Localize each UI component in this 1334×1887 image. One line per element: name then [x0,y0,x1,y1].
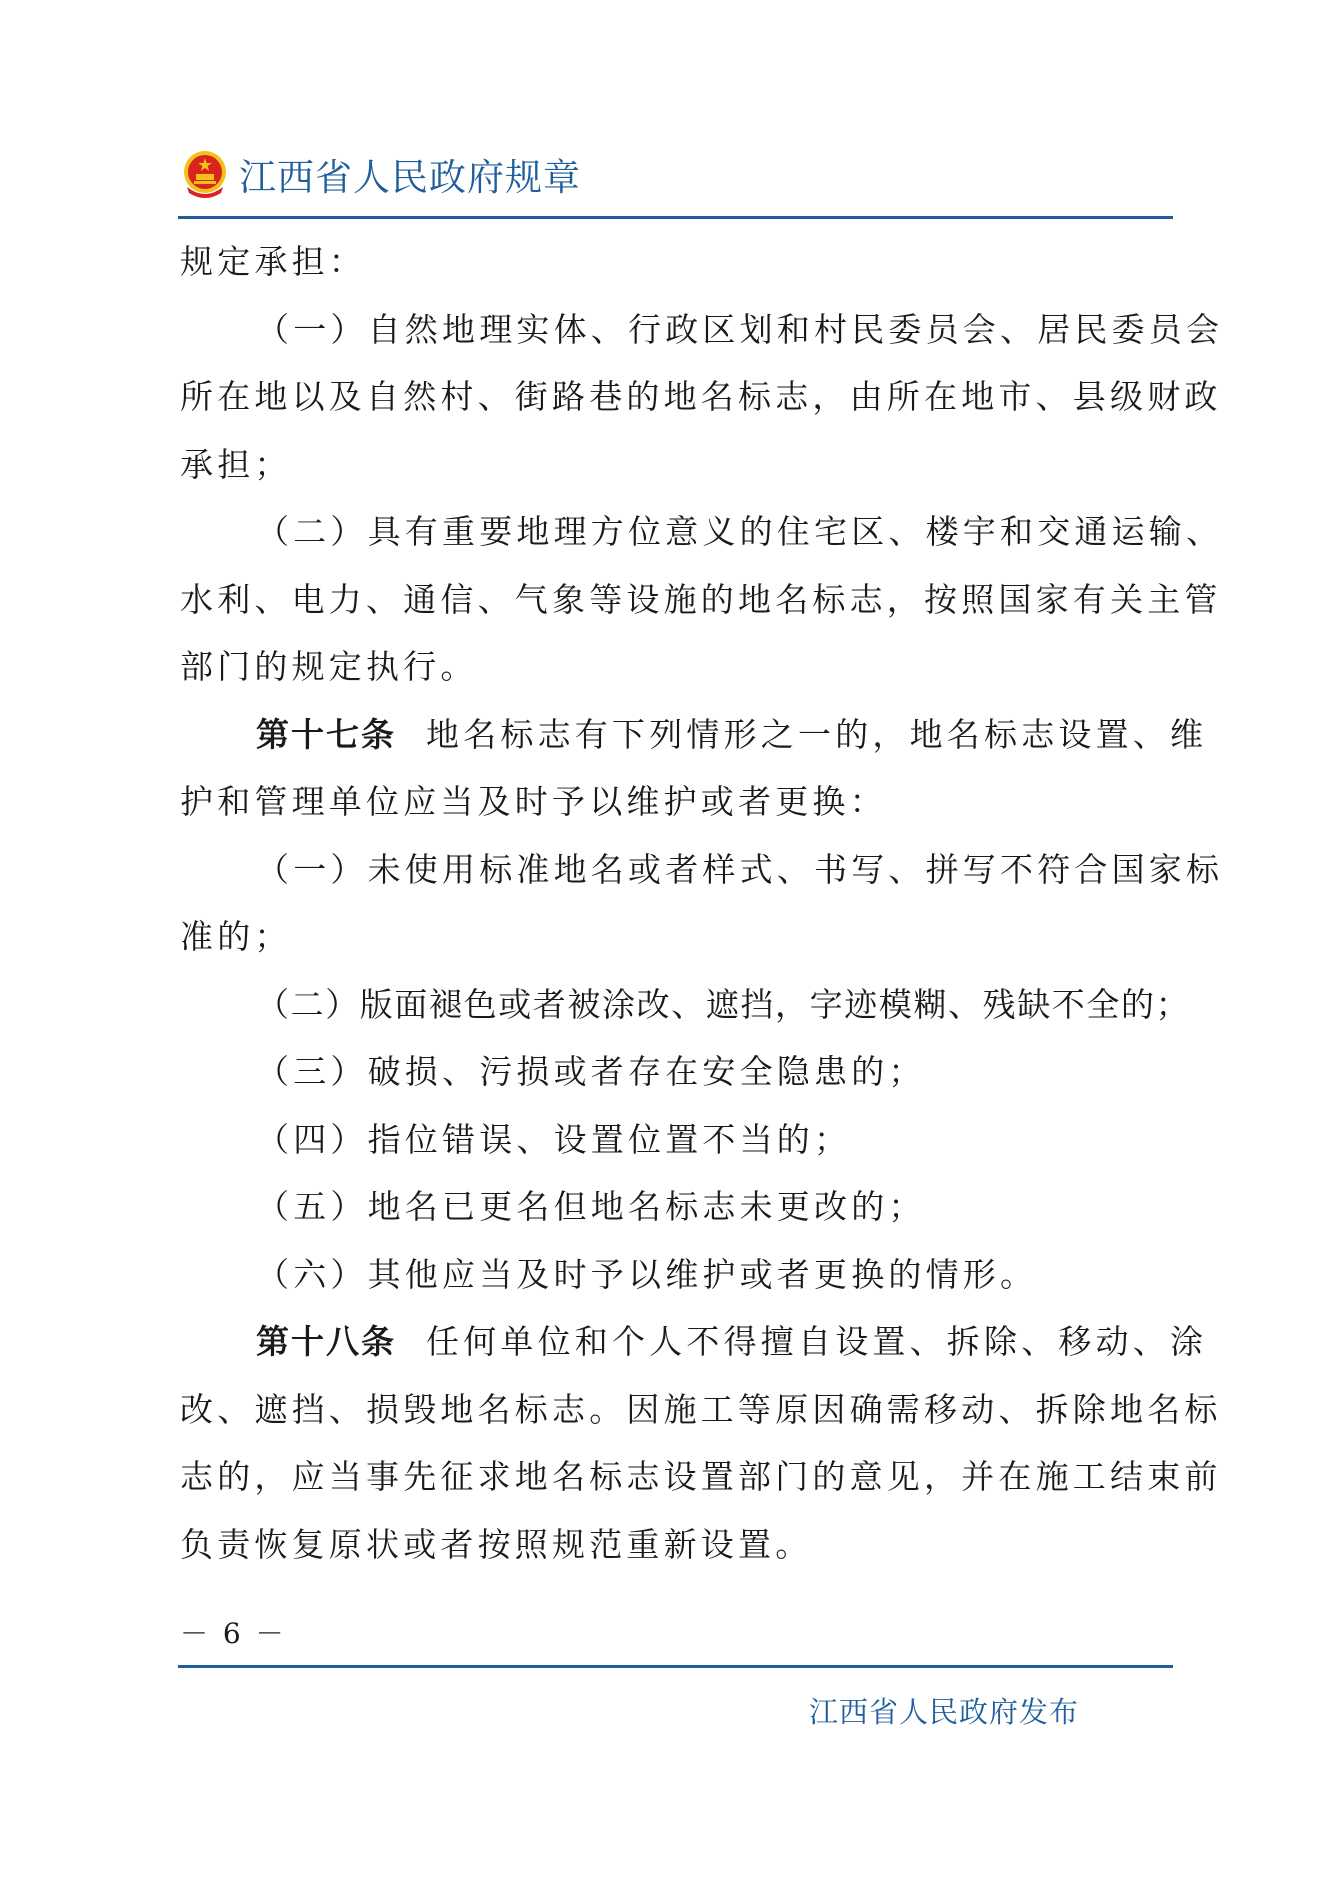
header-divider [178,216,1173,219]
text-line: 所在地以及自然村、街路巷的地名标志，由所在地市、县级财政 [180,377,1222,416]
text-line: 护和管理单位应当及时予以维护或者更换： [180,782,887,821]
text-line: （五）地名已更名但地名标志未更改的； [256,1187,926,1226]
national-emblem-icon [181,149,229,199]
text-line: 准的； [180,917,292,956]
article-18-line [180,1308,1208,1376]
footer-publisher: 江西省人民政府发布 [809,1695,1080,1729]
text-line: 部门的规定执行。 [180,647,478,686]
header-title: 江西省人民政府规章 [239,156,581,199]
text-line: （一）自然地理实体、行政区划和村民委员会、居民委员会 [256,309,1224,349]
text-line: 承担； [180,444,292,484]
text-line: （二）具有重要地理方位意义的住宅区、楼宇和交通运输、 [256,512,1224,551]
text-line: （一）未使用标准地名或者样式、书写、拼写不符合国家标 [256,849,1224,889]
text-line: 水利、电力、通信、气象等设施的地名标志，按照国家有关主管 [180,579,1222,619]
text-line: 地名标志有下列情形之一的，地名标志设置、维 [426,714,1208,754]
document-header [181,144,581,204]
text-line: 志的，应当事先征求地名标志设置部门的意见，并在施工结束前 [180,1457,1222,1496]
text-line: （二）版面褪色或者被涂改、遮挡，字迹模糊、残缺不全的； [256,984,1191,1024]
article-18-heading: 第十八条 [256,1322,396,1361]
text-line: （六）其他应当及时予以维护或者更换的情形。 [256,1254,1038,1294]
text-line: 规定承担： [180,242,366,281]
text-line: 任何单位和个人不得擅自设置、拆除、移动、涂 [426,1322,1208,1361]
footer-divider [178,1665,1173,1668]
document-body [180,228,1224,1578]
text-line: （四）指位错误、设置位置不当的； [256,1119,852,1159]
article-17-heading: 第十七条 [256,714,396,754]
text-line: （三）破损、污损或者存在安全隐患的； [256,1052,926,1091]
page-number: － 6 － [180,1617,287,1650]
article-17-line [180,701,1208,769]
text-line: 改、遮挡、损毁地名标志。因施工等原因确需移动、拆除地名标 [180,1389,1222,1429]
text-line: 负责恢复原状或者按照规范重新设置。 [180,1524,813,1564]
